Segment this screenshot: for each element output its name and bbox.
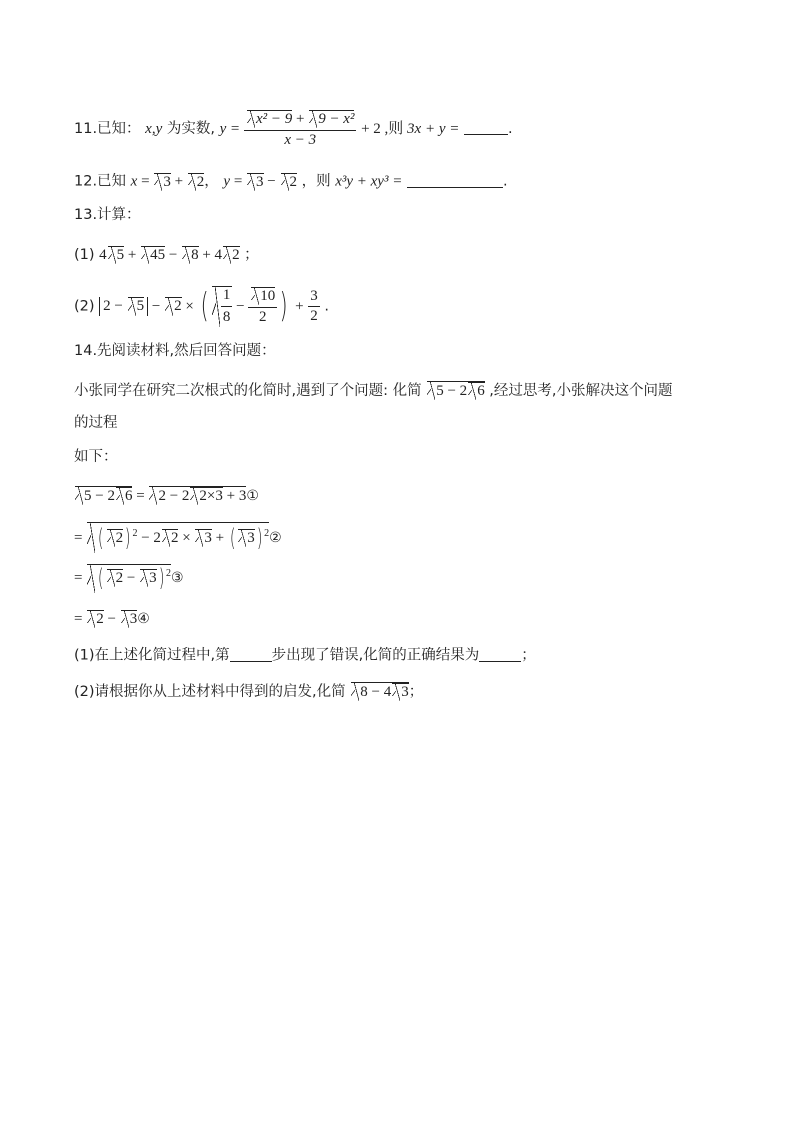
- q13-part-1: (1) 4 5 + 45 − 8 + 4 2 ；: [74, 247, 259, 263]
- q11-plus: +: [295, 111, 305, 127]
- q11-prefix: 11.已知：: [74, 121, 141, 138]
- q12-sqrt2-b: 2: [281, 173, 298, 191]
- q12-sqrt3-b: 3: [247, 173, 264, 191]
- q11-tail: + 2 ,则: [361, 121, 408, 138]
- q12-sqrt3-a: 3: [154, 173, 171, 191]
- q14-step-4: = 2 − 3④: [74, 611, 150, 627]
- q14-ask2-tail: ；: [408, 684, 424, 700]
- question-13-title: 13.计算：: [74, 207, 141, 223]
- question-14-title: 14.先阅读材料,然后回答问题：: [74, 343, 276, 359]
- step-mark-4: ④: [137, 611, 150, 627]
- q14-step-3: = ( 2 − 3) $^2$③: [74, 564, 184, 592]
- question-12: 12.已知 x = 3 + 2， y = 3 − 2 ，则 x³y + xy³ = .: [74, 173, 508, 190]
- q12-then: ，则: [301, 173, 336, 190]
- q14-paragraph-line-3: 如下：: [74, 449, 118, 465]
- q14-para1: 小张同学在研究二次根式的化简时,遇到了个问题: 化简: [74, 383, 422, 399]
- q12-sqrt2-a: 2: [188, 173, 205, 191]
- q12-y: y: [223, 173, 231, 190]
- q14-ask-2: (2)请根据你从上述材料中得到的启发,化简 8 − 4 3；: [74, 684, 424, 700]
- q12-expr: x³y + xy³ =: [335, 173, 403, 190]
- q11-eq: =: [230, 121, 240, 138]
- q11-fraction: [244, 110, 357, 148]
- step-mark-2: ②: [269, 530, 282, 547]
- q12-end: .: [502, 173, 508, 190]
- q11-answer-blank[interactable]: [464, 120, 508, 136]
- q11-y: y: [219, 121, 227, 138]
- q13-p1-tail: ；: [244, 247, 259, 263]
- q14-ask1-b: 步出现了错误,化简的正确结果为: [271, 647, 480, 664]
- q14-ask1-a: (1)在上述化简过程中,第: [74, 647, 230, 664]
- q12-x: x: [130, 173, 138, 190]
- q14-para1-tail: ,经过思考,小张解决这个问题: [489, 383, 673, 399]
- q11-sqrt-a: x² − 9: [247, 110, 292, 128]
- q14-ask1-c: ；: [521, 647, 536, 664]
- q11-sqrt-b: 9 − x²: [309, 110, 354, 128]
- q13-p1-label: (1): [74, 247, 100, 263]
- q11-expr: 3x + y =: [407, 121, 460, 138]
- q14-result-blank[interactable]: [479, 646, 521, 662]
- q14-ask2: (2)请根据你从上述材料中得到的启发,化简: [74, 684, 346, 700]
- q14-step-blank[interactable]: [230, 646, 272, 662]
- q12-eq-2: =: [230, 173, 247, 190]
- q12-answer-blank[interactable]: [407, 172, 503, 188]
- question-11: [74, 110, 513, 148]
- step-mark-1: ①: [246, 488, 259, 504]
- q11-mid: 为实数,: [166, 121, 215, 138]
- q14-step-2: = ( 2) $^2$ − 2 2 × 3 + ( 3) $^2$②: [74, 524, 282, 552]
- q13-p2-label: (2): [74, 298, 100, 315]
- q13-p2-tail: .: [324, 298, 329, 315]
- q11-denominator: x − 3: [284, 132, 317, 149]
- q12-prefix: 12.已知: [74, 173, 131, 190]
- q14-paragraph-line-2: 的过程: [74, 415, 118, 431]
- q14-ask-1: [74, 646, 536, 663]
- step-mark-3: ③: [170, 570, 184, 587]
- q11-vars: x,y: [145, 121, 163, 138]
- q12-eq-1: =: [137, 173, 154, 190]
- q14-step-1: 5 − 2 6 = 2 − 2 2×3 + 3①: [74, 486, 259, 505]
- q13-part-2: (2) 2 − 5 − 2 × ( $\frac{1}{8}$ − $\frac{10}{2}$ ) + $\frac{3}{2}$ .: [74, 286, 329, 327]
- q14-paragraph-line-1: 小张同学在研究二次根式的化简时,遇到了个问题: 化简 5 − 2 6 ,经过思考,小张解决这个问题: [74, 383, 673, 399]
- q11-end: .: [507, 121, 513, 138]
